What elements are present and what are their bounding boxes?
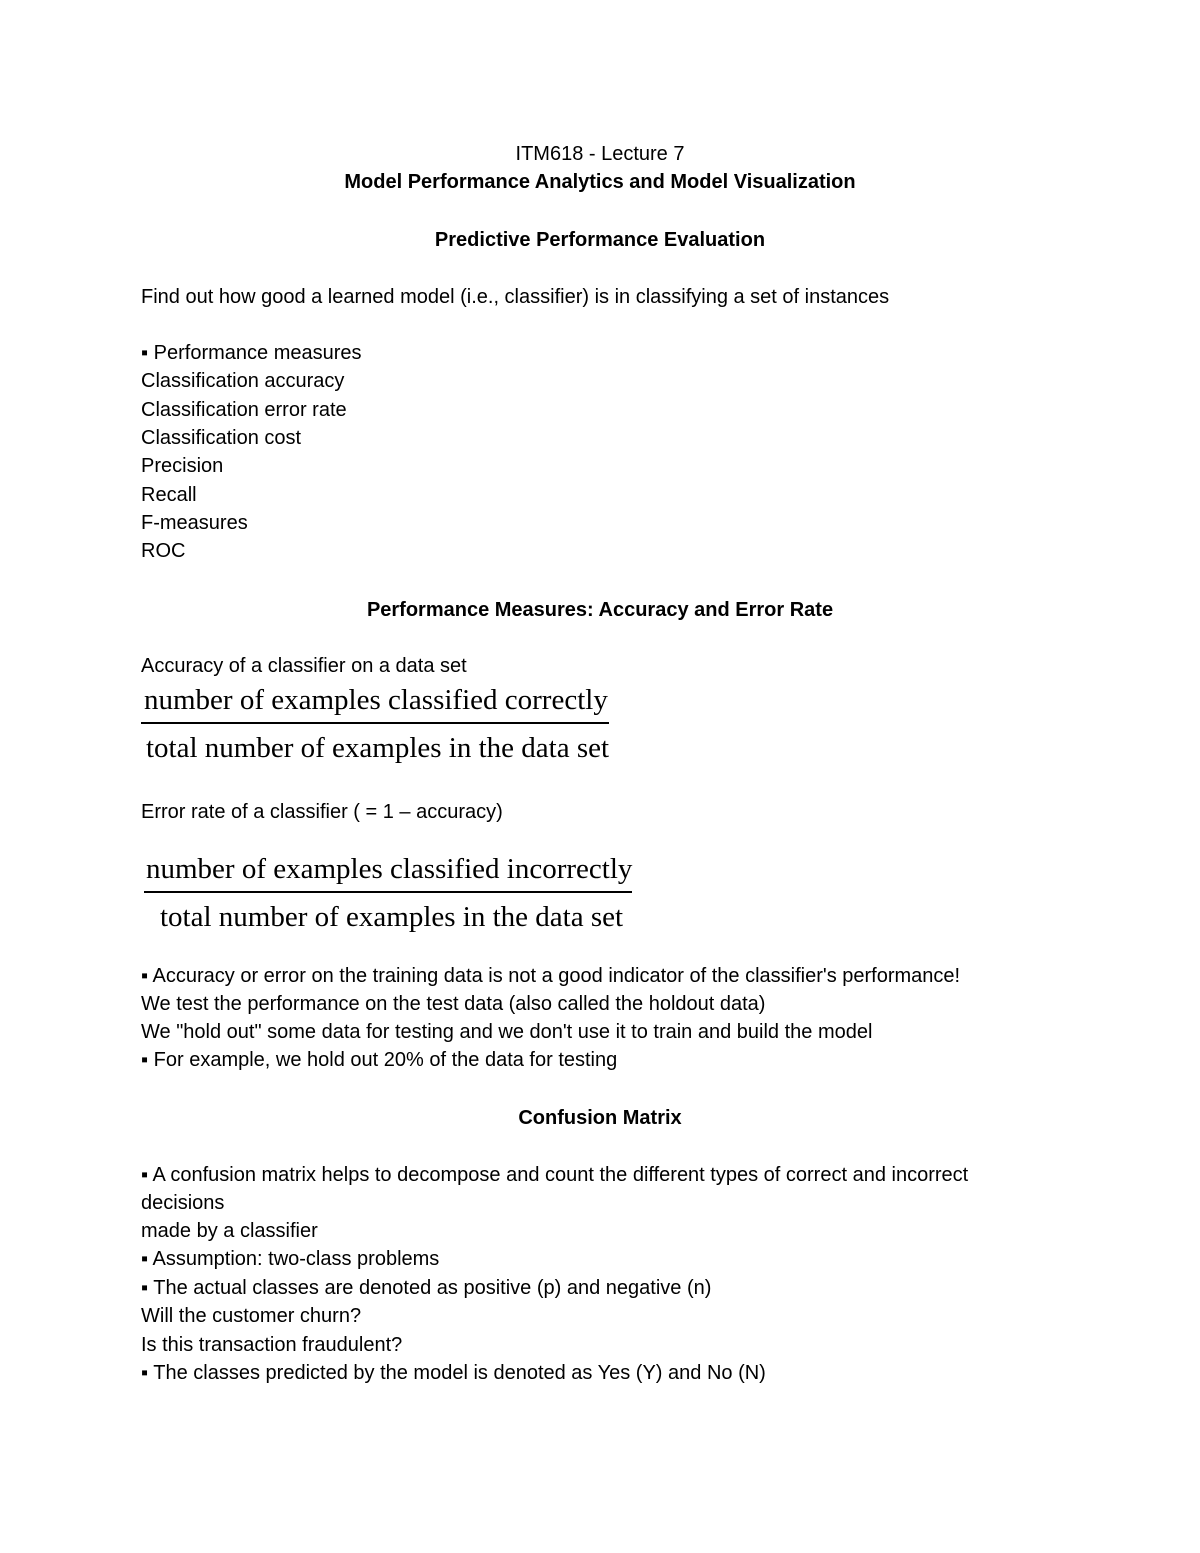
accuracy-note: We test the performance on the test data (also called the holdout data) — [141, 993, 766, 1015]
error-formula — [144, 852, 632, 934]
measure-item: Recall — [141, 484, 197, 506]
confusion-line: Is this transaction fraudulent? — [141, 1334, 403, 1356]
confusion-line: Will the customer churn? — [141, 1305, 362, 1327]
heading-predictive-performance: Predictive Performance Evaluation — [434, 229, 766, 251]
error-denominator: total number of examples in the data set — [160, 901, 624, 933]
heading-confusion-matrix: Confusion Matrix — [518, 1107, 682, 1129]
error-rate-label: Error rate of a classifier ( = 1 – accuracy) — [141, 801, 503, 823]
measure-item: Classification cost — [141, 427, 302, 449]
measure-item: F-measures — [141, 512, 248, 534]
accuracy-denominator: total number of examples in the data set — [146, 732, 610, 764]
error-numerator: number of examples classified incorrectly — [146, 853, 633, 885]
confusion-line: made by a classifier — [141, 1220, 318, 1242]
confusion-line: ▪ A confusion matrix helps to decompose and count the different types of correct and incorrect — [141, 1164, 969, 1186]
document-title: Model Performance Analytics and Model Visualization — [344, 171, 856, 193]
measure-item: Classification error rate — [141, 399, 347, 421]
accuracy-label: Accuracy of a classifier on a data set — [141, 655, 467, 677]
measure-item: Precision — [141, 455, 224, 477]
accuracy-note: We "hold out" some data for testing and we don't use it to train and build the model — [141, 1021, 873, 1043]
measure-item: Classification accuracy — [141, 370, 345, 392]
course-code: ITM618 - Lecture 7 — [515, 143, 685, 165]
measure-item: ROC — [141, 540, 186, 562]
fraction-bar — [144, 891, 632, 893]
accuracy-numerator: number of examples classified correctly — [144, 684, 608, 716]
confusion-line: ▪ Assumption: two-class problems — [141, 1248, 440, 1270]
accuracy-note: ▪ Accuracy or error on the training data is not a good indicator of the classifier's performance! — [141, 965, 961, 987]
bullet-performance-measures: ▪ Performance measures — [141, 342, 362, 364]
accuracy-note: ▪ For example, we hold out 20% of the data for testing — [141, 1049, 618, 1071]
accuracy-formula — [141, 683, 609, 765]
confusion-line: decisions — [141, 1192, 225, 1214]
heading-accuracy-error: Performance Measures: Accuracy and Error Rate — [366, 599, 834, 621]
fraction-bar — [141, 722, 609, 724]
confusion-line: ▪ The actual classes are denoted as positive (p) and negative (n) — [141, 1277, 712, 1299]
confusion-line: ▪ The classes predicted by the model is denoted as Yes (Y) and No (N) — [141, 1362, 766, 1384]
predictive-intro: Find out how good a learned model (i.e., classifier) is in classifying a set of instances — [141, 286, 890, 308]
